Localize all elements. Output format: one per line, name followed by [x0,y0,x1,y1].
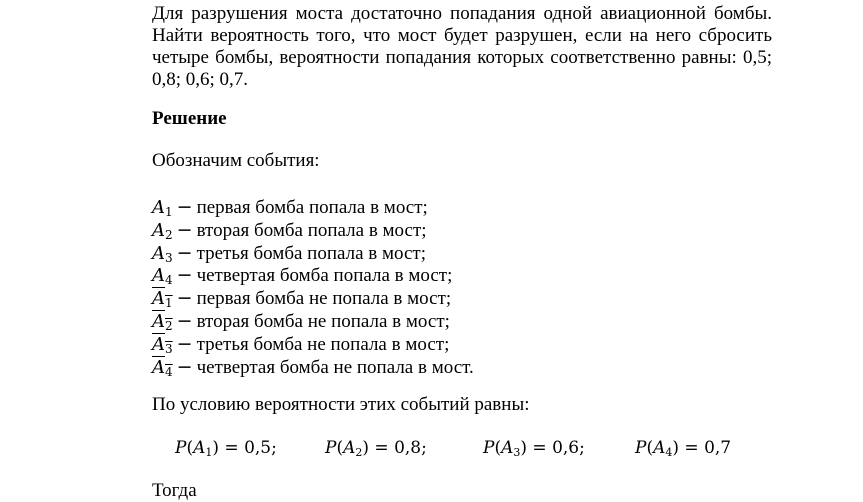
event-symbol: $A_1$ [152,197,173,219]
probability-term: $P(A_1) = 0,5$; [175,438,277,459]
negated-event-symbol: $A_4$ [152,356,173,379]
event-description: вторая бомба не попала в мост; [196,310,450,332]
probability-term: $P(A_3) = 0,6$; [483,438,585,459]
event-symbol: $A_2$ [152,219,173,242]
event-description: первая бомба попала в мост; [196,197,428,218]
solution-heading: Решение [152,108,227,129]
event-symbol: $A_3$ [152,242,173,265]
event-description: четвертая бомба не попала в мост. [196,356,474,378]
events-list [152,196,772,378]
event-item: $A_2$ − вторая бомба не попала в мост; [152,310,772,333]
events-intro: Обозначим события: [152,150,320,171]
condition-text: По условию вероятности этих событий равны: [152,394,530,415]
event-symbol: $A_4$ [152,265,173,288]
event-item: $A_4$ − четвертая бомба попала в мост; [152,264,772,287]
probability-term: $P(A_4) = 0,7$ [635,438,732,459]
then-text: Тогда [152,480,197,501]
event-item: $A_4$ − четвертая бомба не попала в мост. [152,356,772,379]
event-item: $A_3$ − третья бомба попала в мост; [152,242,772,265]
negated-event-symbol: $A_3$ [152,333,173,356]
probability-term: $P(A_2) = 0,8$; [325,438,427,459]
event-description: первая бомба не попала в мост; [196,288,452,310]
problem-statement: Для разрушения моста достаточно попадания одной авиационной бомбы. Найти вероятность того, что мост будет разрушен, если на него сбросить четыре бомбы, вероятности попадания которых соответственно равны: 0,5; 0,8; 0,6; 0,7. [152,3,772,90]
event-description: четвертая бомба попала в мост; [196,265,453,287]
event-description: третья бомба не попала в мост; [196,333,450,355]
negated-event-symbol: $A_2$ [152,310,173,333]
event-item: $A_2$ − вторая бомба попала в мост; [152,219,772,242]
event-description: вторая бомба попала в мост; [196,219,427,241]
event-description: третья бомба попала в мост; [196,242,427,264]
event-item: $A_1$ − первая бомба не попала в мост; [152,287,772,310]
negated-event-symbol: $A_1$ [152,288,173,311]
event-item: $A_1$ − первая бомба попала в мост; [152,196,772,219]
event-item: $A_3$ − третья бомба не попала в мост; [152,333,772,356]
